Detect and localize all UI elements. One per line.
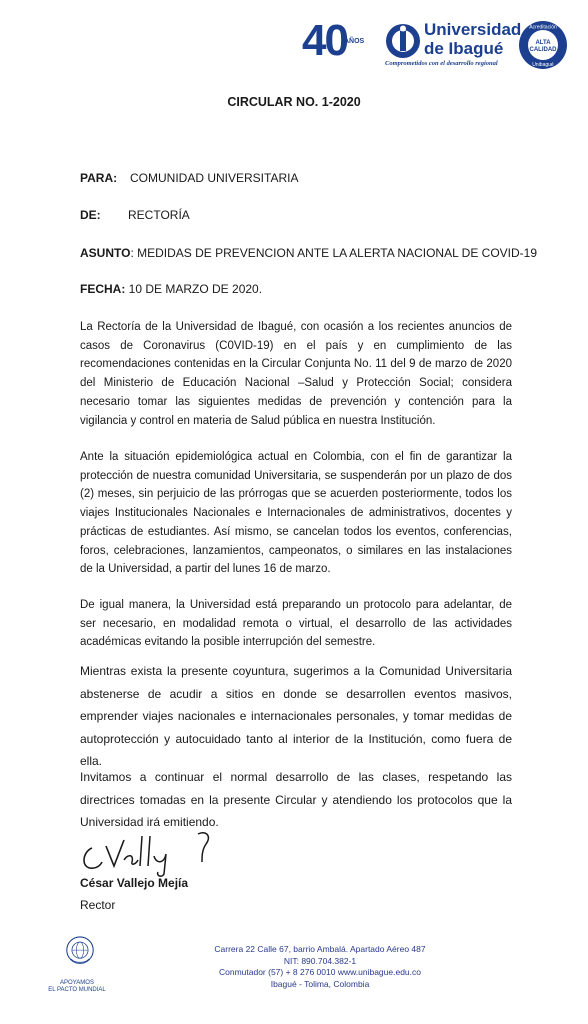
circular-title: CIRCULAR NO. 1-2020	[227, 95, 361, 109]
subject-row	[80, 246, 537, 260]
body-paragraph-4: Mientras exista la presente coyuntura, sugerimos a la Comunidad Universitaria abstenerse de acudir a sitios en donde se desarrollen eventos masivos, emprender viajes nacionales e internacionales personales, y tomar medidas de autoprotección y autocuidado tanto al interior de la Institución, como fuera de ella.	[80, 664, 512, 768]
subject-label: ASUNTO	[80, 246, 131, 260]
university-name-line2: de Ibagué	[424, 39, 504, 58]
seal-top-text: Acreditación	[529, 24, 557, 31]
sender-row	[80, 208, 190, 222]
seal-bottom-text: Unibagué	[532, 62, 554, 68]
body-paragraph-2: Ante la situación epidemiológica actual en Colombia, con el fin de garantizar la protección de nuestra comunidad Universitaria, se suspenderán por un plazo de dos (2) meses, sin perjuicio de las prórrogas que se acuerden posteriormente, todos los viajes Institucionales Nacionales e Internacionales de administrativos, docentes y prácticas de estudiantes. Así mismo, se cancelan todos los eventos, conferencias, foros, celebraciones, lanzamientos, campeonatos, o similares en las instalaciones de la Universidad, a partir del lunes 16 de marzo.	[80, 451, 512, 576]
recipient-value: COMUNIDAD UNIVERSITARIA	[130, 171, 299, 185]
university-name-line1: Universidad	[424, 20, 522, 39]
sender-label: DE:	[80, 208, 101, 222]
global-compact-line2: EL PACTO MUNDIAL	[48, 987, 106, 993]
handwritten-signature	[78, 826, 218, 878]
signer-role: Rector	[80, 898, 116, 912]
date-value: 10 DE MARZO DE 2020.	[125, 282, 263, 296]
footer-line-3: Conmutador (57) + 8 276 0010 www.unibague.edu.co	[218, 967, 421, 977]
date-row	[80, 282, 262, 296]
global-compact-logo-icon	[50, 934, 110, 978]
recipient-label: PARA	[80, 171, 114, 185]
signer-name: César Vallejo Mejía	[80, 876, 189, 890]
anniversary-logo	[302, 16, 380, 66]
accreditation-seal-icon	[518, 20, 568, 70]
anniversary-label: AÑOS	[344, 38, 365, 45]
body-paragraph-1: La Rectoría de la Universidad de Ibagué, con ocasión a los recientes anuncios de casos de Coronavirus (C0VID-19) en el país y en cumplimiento de las recomendaciones contenidas en la Circular Conjunta No. 11 del 9 de marzo de 2020 del Ministerio de Educación Nacional –Salud y Protección Social; considera necesario tomar las siguientes medidas de prevención y contención para la vigilancia y control en materia de Salud pública en nuestra Institución.	[80, 321, 512, 427]
seal-mid1-text: ALTA	[535, 40, 551, 46]
subject-value: : MEDIDAS DE PREVENCION ANTE LA ALERTA NACIONAL DE COVID-19	[130, 246, 538, 260]
footer-line-1: Carrera 22 Calle 67, barrio Ambalá. Apartado Aéreo 487	[214, 944, 426, 954]
university-emblem-icon	[384, 22, 422, 60]
body-paragraph-3: De igual manera, la Universidad está preparando un protocolo para adelantar, de ser necesario, en modalidad remota o virtual, el desarrollo de las actividades académicas evitando la posible interrupción del semestre.	[80, 599, 512, 649]
body-paragraph-5: Invitamos a continuar el normal desarrollo de las clases, respetando las directrices tomadas en la presente Circular y atendiendo los protocolos que la Universidad irá emitiendo.	[80, 770, 512, 829]
sender-value: RECTORÍA	[128, 208, 190, 222]
university-name	[424, 20, 521, 58]
global-compact-line1: APOYAMOS	[60, 980, 94, 986]
date-label: FECHA:	[80, 282, 126, 296]
recipient-row: PARA: COMUNIDAD UNIVERSITARIA	[80, 171, 299, 185]
global-compact-text	[32, 980, 122, 994]
footer-line-4: Ibagué - Tolima, Colombia	[270, 978, 370, 989]
university-tagline: Comprometidos con el desarrollo regional	[385, 60, 498, 67]
footer-address	[150, 944, 490, 990]
footer-line-2: NIT: 890.704.382-1	[283, 955, 357, 966]
anniversary-number: 40	[302, 16, 347, 65]
seal-mid2-text: CALIDAD	[529, 47, 557, 53]
